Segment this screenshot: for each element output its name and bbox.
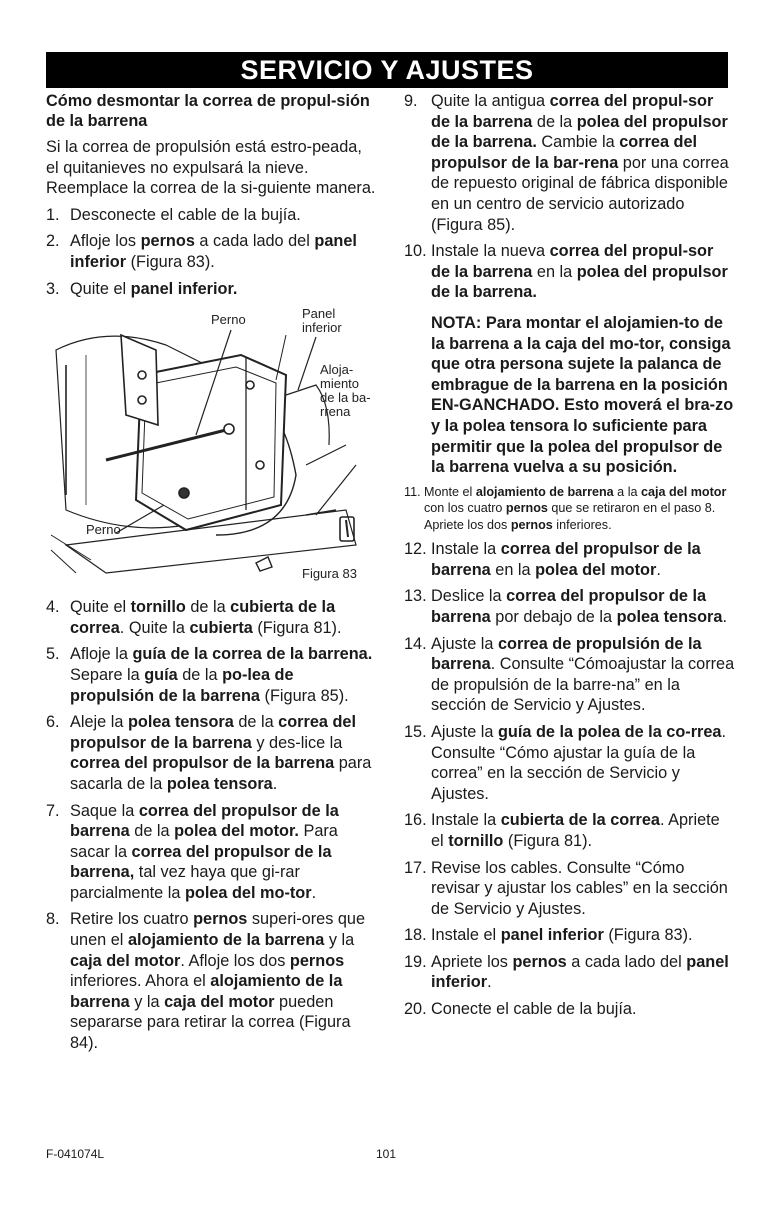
text-run: Instale la bbox=[431, 811, 501, 830]
text-run: por debajo de la bbox=[490, 607, 617, 626]
label-alojamiento: Aloja- miento de la ba- rrena bbox=[320, 362, 371, 420]
step-text bbox=[70, 279, 376, 300]
section-heading: Cómo desmontar la correa de propul-sión de la barrena bbox=[46, 92, 370, 130]
bold-term: cubierta de la correa bbox=[70, 598, 336, 637]
step-number: 5. bbox=[46, 645, 60, 664]
text-run: en la bbox=[532, 262, 577, 281]
document-code: F-041074L bbox=[46, 1147, 105, 1161]
bold-term: pernos bbox=[193, 910, 248, 929]
text-run: a la bbox=[613, 484, 641, 499]
text-run: Conecte el cable de la bujía. bbox=[431, 1000, 637, 1019]
step-item bbox=[404, 858, 736, 920]
text-run: de la bbox=[185, 598, 231, 617]
step-number: 18. bbox=[404, 926, 427, 945]
bold-term: correa del propulsor de la barrena bbox=[70, 801, 339, 841]
step-item bbox=[404, 810, 736, 851]
step-number: 1. bbox=[46, 205, 60, 224]
bold-term: guía bbox=[144, 665, 178, 684]
step-item bbox=[404, 722, 736, 804]
text-run: de la bbox=[233, 713, 279, 732]
step-number: 11. bbox=[404, 484, 421, 499]
text-run: para sacarla de la bbox=[70, 754, 372, 793]
bold-term: guía de la polea de la co-rrea bbox=[497, 722, 722, 741]
bold-term: correa del propul-sor de la barrena bbox=[431, 92, 714, 131]
steps-list-a bbox=[46, 205, 376, 299]
text-run: Cambie la bbox=[536, 133, 620, 152]
text-run: Quite el bbox=[70, 279, 131, 298]
text-run: de la bbox=[177, 665, 223, 684]
bold-term: alojamiento de la barrena bbox=[127, 931, 325, 950]
step-number: 15. bbox=[404, 722, 427, 741]
step-number: 9. bbox=[404, 92, 418, 110]
step-number: 3. bbox=[46, 279, 60, 298]
text-run: inferiores. Ahora el bbox=[70, 972, 211, 991]
step-number: 10. bbox=[404, 242, 427, 261]
step-text bbox=[431, 810, 736, 851]
label-perno-top: Perno bbox=[211, 312, 246, 328]
text-run: con los cuatro bbox=[424, 501, 506, 516]
text-run: Instale el bbox=[431, 926, 501, 945]
bold-term: polea del motor. bbox=[174, 822, 299, 841]
text-run: en la bbox=[490, 560, 536, 579]
step-text bbox=[70, 205, 376, 226]
step-item bbox=[46, 231, 376, 272]
text-run: pueden separarse para retirar la correa (Figura 84). bbox=[70, 992, 351, 1053]
step-text bbox=[431, 925, 736, 946]
bold-term: correa de propulsión de la barrena bbox=[431, 634, 702, 674]
text-run: . bbox=[487, 973, 492, 992]
step-item bbox=[404, 241, 736, 303]
figure-caption: Figura 83 bbox=[302, 566, 357, 582]
bold-term: correa del propulsor de la barrena, bbox=[70, 842, 332, 882]
bold-term: panel inferior. bbox=[130, 279, 238, 298]
text-run: (Figura 81). bbox=[503, 831, 593, 850]
intro-paragraph: Si la correa de propulsión está estro-peada, el quitanieves no expulsará la nieve. Reemplace la correa de la si-guiente manera. bbox=[46, 138, 376, 198]
bold-term: correa del propulsor de la barrena bbox=[431, 540, 701, 579]
step-text bbox=[431, 722, 736, 804]
step-item bbox=[46, 909, 376, 1053]
step-number: 12. bbox=[404, 540, 427, 559]
note-text: NOTA: Para montar el alojamien-to de la barrena a la caja del mo-tor, consiga que otra persona sujete la palanca de embrague de la barrena en la posición EN-GANCHADO. Esto moverá el bra-zo y la polea tensora lo suficiente para permitir que la polea del propulsor de la barrena vuelva a su posición. bbox=[431, 313, 734, 477]
text-run: . bbox=[656, 560, 661, 579]
step-text bbox=[431, 858, 736, 920]
text-run: Afloje los bbox=[70, 232, 141, 251]
steps-list-d bbox=[404, 539, 736, 1019]
text-run: a cada lado del bbox=[566, 952, 687, 971]
bold-term: polea tensora bbox=[127, 713, 234, 732]
bold-term: polea del propulsor de la barrena. bbox=[431, 112, 728, 152]
text-run: (Figura 81). bbox=[252, 618, 342, 637]
step-number: 6. bbox=[46, 713, 60, 732]
bold-term: panel inferior bbox=[70, 232, 357, 271]
text-run: Retire los cuatro bbox=[70, 910, 194, 929]
bold-term: po-lea de propulsión de la barrena bbox=[70, 665, 294, 705]
bold-term: caja del motor bbox=[164, 992, 275, 1011]
step-text bbox=[70, 597, 376, 638]
text-run: Aleje la bbox=[70, 713, 128, 732]
step-item bbox=[404, 484, 736, 534]
bold-term: pernos bbox=[289, 951, 345, 970]
step-item bbox=[404, 91, 736, 235]
text-run: Separe la bbox=[70, 665, 145, 684]
text-run: . Consulte “Cómo ajustar la guía de la correa” en la sección de Servicio y Ajustes. bbox=[431, 722, 727, 803]
bold-term: panel inferior bbox=[431, 952, 729, 992]
step-item bbox=[404, 634, 736, 716]
step-number: 7. bbox=[46, 801, 60, 820]
bold-term: cubierta de la correa bbox=[500, 811, 660, 830]
bold-term: correa del propulsor de la bar-rena bbox=[431, 133, 698, 172]
step-item bbox=[404, 539, 736, 580]
step-item bbox=[46, 597, 376, 638]
bold-term: alojamiento de la barrena bbox=[70, 972, 343, 1011]
text-run: . bbox=[722, 607, 727, 626]
step-item bbox=[46, 712, 376, 794]
step-item bbox=[46, 801, 376, 904]
bold-term: pernos bbox=[505, 501, 548, 516]
text-run: Saque la bbox=[70, 801, 139, 820]
bold-term: tornillo bbox=[130, 598, 186, 617]
step-text bbox=[431, 586, 736, 627]
step-item bbox=[404, 925, 736, 946]
step-text bbox=[424, 484, 736, 534]
bold-term: polea tensora bbox=[616, 607, 723, 626]
text-run: Instale la bbox=[431, 540, 501, 559]
snowthrower-housing-illustration bbox=[46, 305, 376, 585]
step-text bbox=[70, 644, 376, 706]
bold-term: polea del mo-tor bbox=[184, 883, 312, 902]
text-run: . Quite la bbox=[119, 618, 190, 637]
section-banner: SERVICIO Y AJUSTES bbox=[46, 52, 728, 88]
figure-83 bbox=[46, 305, 376, 585]
step-number: 17. bbox=[404, 858, 427, 877]
note-block bbox=[404, 309, 736, 478]
text-run: Quite la antigua bbox=[431, 92, 550, 110]
text-run: . Afloje los dos bbox=[180, 951, 290, 970]
text-run: (Figura 85). bbox=[260, 686, 349, 705]
step-number: 2. bbox=[46, 232, 60, 251]
bold-term: pernos bbox=[510, 517, 553, 532]
bold-term: correa del propul-sor de la barrena bbox=[431, 242, 714, 281]
text-run: tal vez haya que gi-rar parcialmente la bbox=[70, 863, 300, 902]
text-run: y la bbox=[324, 931, 355, 950]
bold-term: correa del propulsor de la barrena bbox=[431, 587, 707, 626]
step-text bbox=[70, 712, 376, 794]
step-item bbox=[404, 952, 736, 993]
bold-term: caja del motor bbox=[641, 484, 727, 499]
text-run: por una correa de repuesto original de fábrica disponible en un centro de servicio autorizado (Figura 85). bbox=[431, 153, 729, 234]
bold-term: correa del propulsor de la barrena bbox=[70, 754, 335, 773]
text-run: que se retiraron en el paso 8. Apriete los dos bbox=[424, 501, 716, 532]
text-run: Instale la nueva bbox=[431, 242, 550, 261]
steps-list-b bbox=[46, 597, 376, 1053]
step-text bbox=[70, 909, 376, 1053]
step-item bbox=[404, 586, 736, 627]
steps-list-c bbox=[404, 91, 736, 303]
step-text bbox=[431, 999, 736, 1020]
step-text bbox=[431, 539, 736, 580]
step-text bbox=[431, 91, 736, 235]
label-perno-bottom: Perno bbox=[86, 522, 121, 538]
step-number: 14. bbox=[404, 634, 427, 653]
text-run: . bbox=[272, 774, 278, 793]
text-run: Revise los cables. Consulte “Cómo revisar y ajustar los cables” en la sección de Servicio y Ajustes. bbox=[431, 858, 728, 918]
bold-term: pernos bbox=[512, 952, 567, 971]
text-run: de la bbox=[129, 822, 175, 841]
step-number: 8. bbox=[46, 910, 60, 929]
page-number: 101 bbox=[376, 1147, 397, 1161]
bold-term: pernos bbox=[140, 232, 195, 251]
text-run: a cada lado del bbox=[194, 232, 315, 251]
text-run: (Figura 83). bbox=[126, 252, 215, 271]
bold-term: guía de la correa de la barrena. bbox=[132, 645, 373, 664]
text-run: Ajuste la bbox=[431, 634, 498, 653]
text-run: Deslice la bbox=[431, 587, 507, 606]
text-run: y la bbox=[129, 992, 165, 1011]
bold-term: polea del motor bbox=[535, 560, 657, 579]
text-run: Quite el bbox=[70, 598, 131, 617]
text-run: de la bbox=[532, 112, 577, 131]
text-run: Apriete los bbox=[431, 952, 513, 971]
step-number: 20. bbox=[404, 1000, 427, 1019]
step-item bbox=[46, 644, 376, 706]
bold-term: caja del motor bbox=[70, 951, 181, 970]
step-number: 16. bbox=[404, 811, 427, 830]
text-run: . bbox=[311, 883, 317, 902]
text-run: . Apriete el bbox=[431, 811, 720, 850]
step-text bbox=[70, 231, 376, 272]
steps-list-small bbox=[404, 484, 736, 534]
step-number: 19. bbox=[404, 952, 427, 971]
bold-term: alojamiento de barrena bbox=[475, 484, 614, 499]
step-text bbox=[431, 241, 736, 303]
step-item bbox=[46, 279, 376, 300]
text-run: inferiores. bbox=[552, 517, 612, 532]
text-run: Para sacar la bbox=[70, 822, 338, 861]
step-text bbox=[431, 634, 736, 716]
text-run: Afloje la bbox=[70, 645, 133, 664]
step-text bbox=[431, 952, 736, 993]
step-item bbox=[404, 999, 736, 1020]
step-item bbox=[46, 205, 376, 226]
text-run: Desconecte el cable de la bujía. bbox=[70, 205, 301, 224]
step-text bbox=[70, 801, 376, 904]
text-run: . Consulte “Cómoajustar la correa de propulsión de la barre-na” en la sección de Servicio y Ajustes. bbox=[431, 655, 735, 715]
bold-term: tornillo bbox=[448, 831, 504, 850]
right-column bbox=[404, 91, 736, 1026]
left-column bbox=[46, 91, 376, 1060]
bold-term: cubierta bbox=[189, 618, 253, 637]
step-number: 4. bbox=[46, 598, 60, 617]
text-run: superi-ores que unen el bbox=[70, 910, 366, 950]
bold-term: panel inferior bbox=[500, 926, 604, 945]
text-run: (Figura 83). bbox=[603, 926, 693, 945]
step-number: 13. bbox=[404, 587, 427, 606]
bold-term: polea del propulsor de la barrena. bbox=[431, 262, 728, 302]
bold-term: polea tensora bbox=[166, 774, 273, 793]
text-run: Ajuste la bbox=[431, 722, 498, 741]
text-run: y des-lice la bbox=[251, 733, 343, 752]
bold-term: correa del propulsor de la barrena bbox=[70, 713, 357, 752]
label-panel-inferior: Panel inferior bbox=[302, 306, 342, 336]
text-run: Monte el bbox=[424, 484, 476, 499]
